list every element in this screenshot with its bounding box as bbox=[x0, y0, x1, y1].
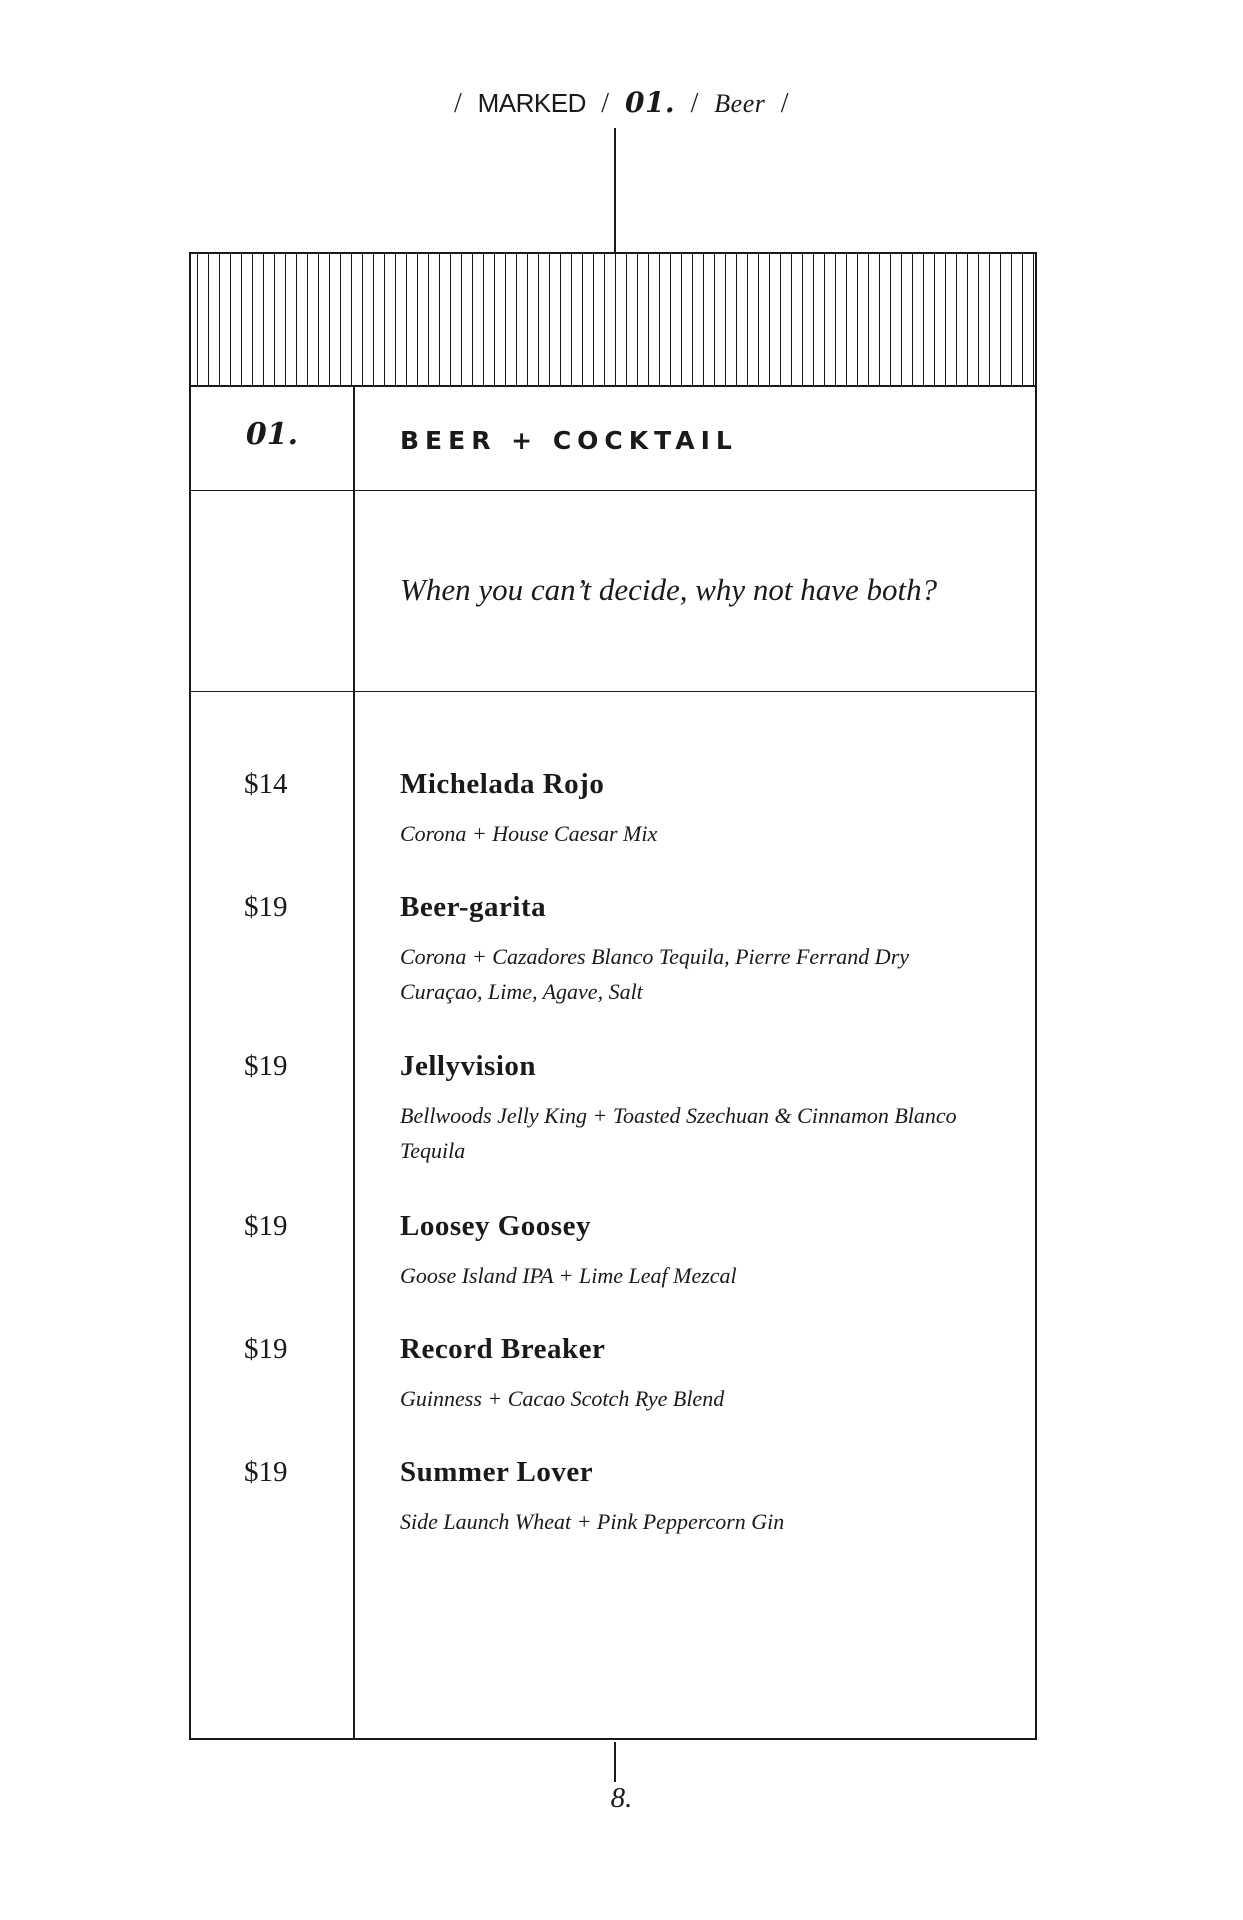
item-description: Bellwoods Jelly King + Toasted Szechuan & Cinnamon Blanco Tequila bbox=[400, 1103, 957, 1163]
breadcrumb-separator: / bbox=[453, 88, 463, 119]
item-description: Goose Island IPA + Lime Leaf Mezcal bbox=[400, 1263, 737, 1288]
section-title: BEER + COCKTAIL bbox=[400, 426, 738, 455]
item-name: Jellyvision bbox=[400, 1050, 537, 1082]
item-description: Corona + Cazadores Blanco Tequila, Pierre Ferrand Dry Curaçao, Lime, Agave, Salt bbox=[400, 944, 910, 1004]
section-number: 01. bbox=[245, 417, 299, 452]
menu-frame bbox=[189, 252, 1037, 1740]
breadcrumb bbox=[0, 86, 1243, 120]
breadcrumb-brand: MARKED bbox=[477, 88, 586, 118]
item-name: Beer-garita bbox=[400, 891, 547, 923]
breadcrumb-section-number: 01. bbox=[624, 86, 676, 119]
hatched-header-band bbox=[191, 254, 1035, 387]
connector-line-top bbox=[614, 128, 616, 254]
item-name: Michelada Rojo bbox=[400, 768, 605, 800]
item-price: $19 bbox=[244, 1050, 288, 1082]
tagline-divider bbox=[191, 691, 1035, 692]
item-description: Corona + House Caesar Mix bbox=[400, 821, 658, 846]
breadcrumb-category: Beer bbox=[714, 89, 766, 118]
item-price: $19 bbox=[244, 1210, 288, 1242]
breadcrumb-separator: / bbox=[780, 88, 790, 119]
section-tagline: When you can’t decide, why not have both? bbox=[400, 572, 938, 607]
item-price: $14 bbox=[244, 768, 288, 800]
item-name: Loosey Goosey bbox=[400, 1210, 591, 1242]
item-name: Record Breaker bbox=[400, 1333, 606, 1365]
item-price: $19 bbox=[244, 1456, 288, 1488]
breadcrumb-separator: / bbox=[690, 88, 699, 119]
item-price: $19 bbox=[244, 891, 288, 923]
column-divider bbox=[353, 387, 355, 1738]
breadcrumb-separator: / bbox=[601, 88, 610, 119]
item-description: Guinness + Cacao Scotch Rye Blend bbox=[400, 1386, 725, 1411]
item-name: Summer Lover bbox=[400, 1456, 594, 1488]
page-number: 8. bbox=[610, 1782, 633, 1814]
connector-line-bottom bbox=[614, 1742, 616, 1782]
item-description: Side Launch Wheat + Pink Peppercorn Gin bbox=[400, 1509, 785, 1534]
item-price: $19 bbox=[244, 1333, 288, 1365]
section-header-divider bbox=[191, 490, 1035, 491]
